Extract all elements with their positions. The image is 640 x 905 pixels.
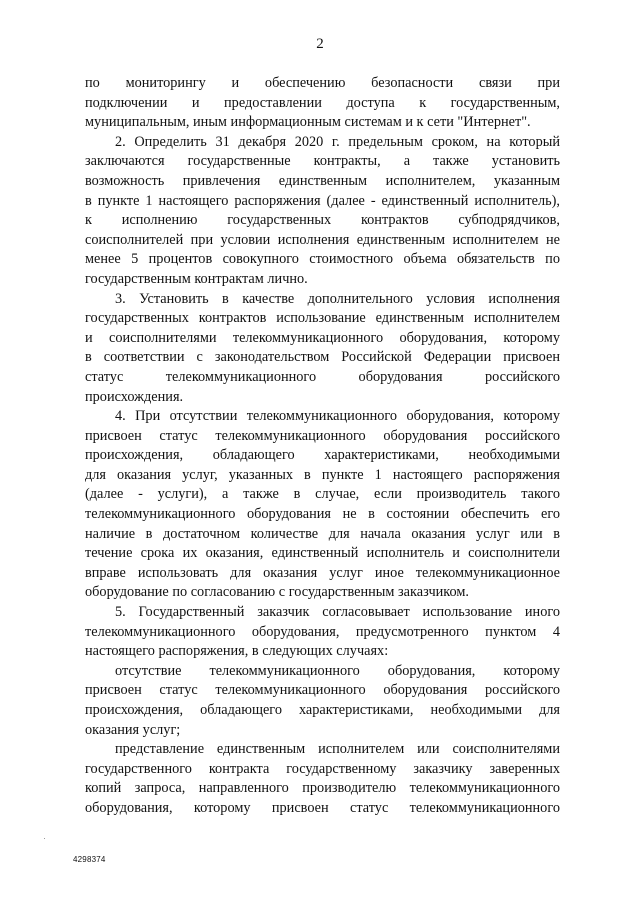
text-line: присвоен статус телекоммуникационного оборудования российского: [85, 682, 560, 699]
document-id: 4298374: [73, 855, 106, 864]
text-line: наличие в достаточном количестве для начала оказания услуг или в: [85, 525, 560, 542]
text-line: телекоммуникационного оборудования не в состоянии обеспечить его: [85, 506, 560, 523]
text-line: копий запроса, направленного производителю телекоммуникационного: [85, 780, 560, 797]
text-line: в соответствии с законодательством Российской Федерации присвоен: [85, 349, 560, 366]
text-line: происхождения.: [85, 388, 184, 405]
text-line: отсутствие телекоммуникационного оборудования, которому: [115, 662, 560, 679]
text-line: менее 5 процентов совокупного стоимостного объема обязательств по: [85, 251, 560, 268]
document-body: [85, 74, 560, 819]
text-line: государственного контракта государственному заказчику заверенных: [85, 760, 560, 777]
text-line: оборудование по согласованию с государственным заказчиком.: [85, 584, 470, 601]
text-line: присвоен статус телекоммуникационного оборудования российского: [85, 427, 560, 444]
text-line: (далее - услуги), а также в случае, если производитель такого: [85, 486, 560, 503]
text-line: происхождения, обладающего характеристиками, необходимыми: [85, 447, 560, 464]
text-line: 3. Установить в качестве дополнительного условия исполнения: [115, 290, 560, 307]
text-line: заключаются государственные контракты, а также установить: [85, 153, 560, 170]
text-line: настоящего распоряжения, в следующих случаях:: [85, 643, 389, 660]
text-line: муниципальным, иным информационным системам и к сети "Интернет".: [85, 114, 531, 131]
text-line: течение срока их оказания, единственный исполнитель и соисполнители: [85, 545, 560, 562]
text-line: в пункте 1 настоящего распоряжения (далее - единственный исполнитель),: [85, 192, 560, 209]
text-line: возможность привлечения единственным исполнителем, указанным: [85, 172, 560, 189]
text-line: для оказания услуг, указанных в пункте 1 настоящего распоряжения: [85, 466, 560, 483]
text-line: по мониторингу и обеспечению безопасности связи при: [85, 75, 560, 91]
text-line: подключении и предоставлении доступа к государственным,: [85, 94, 560, 111]
scan-mark: [44, 838, 45, 839]
text-line: оборудования, которому присвоен статус телекоммуникационного: [85, 799, 560, 816]
text-line: статус телекоммуникационного оборудования российского: [85, 368, 560, 385]
text-line: телекоммуникационного оборудования, предусмотренного пунктом 4: [85, 623, 560, 640]
text-line: 4. При отсутствии телекоммуникационного оборудования, которому: [115, 408, 560, 425]
text-line: соисполнителей при условии исполнения единственным исполнителем не: [85, 231, 560, 248]
text-line: 5. Государственный заказчик согласовывает использование иного: [115, 604, 560, 621]
text-line: происхождения, обладающего характеристиками, необходимыми для: [85, 702, 560, 718]
text-line: вправе использовать для оказания услуг иное телекоммуникационное: [85, 564, 560, 581]
text-line: к исполнению государственных контрактов субподрядчиков,: [85, 212, 560, 229]
text-line: и соисполнителями телекоммуникационного оборудования, которому: [85, 329, 560, 346]
text-line: государственным контрактам лично.: [85, 270, 308, 287]
text-line: 2. Определить 31 декабря 2020 г. предельным сроком, на который: [115, 133, 560, 150]
text-line: оказания услуг;: [85, 721, 181, 738]
page-number: 2: [316, 36, 324, 52]
text-line: государственных контрактов использование единственным исполнителем: [85, 310, 560, 327]
text-line: представление единственным исполнителем или соисполнителями: [115, 741, 560, 758]
